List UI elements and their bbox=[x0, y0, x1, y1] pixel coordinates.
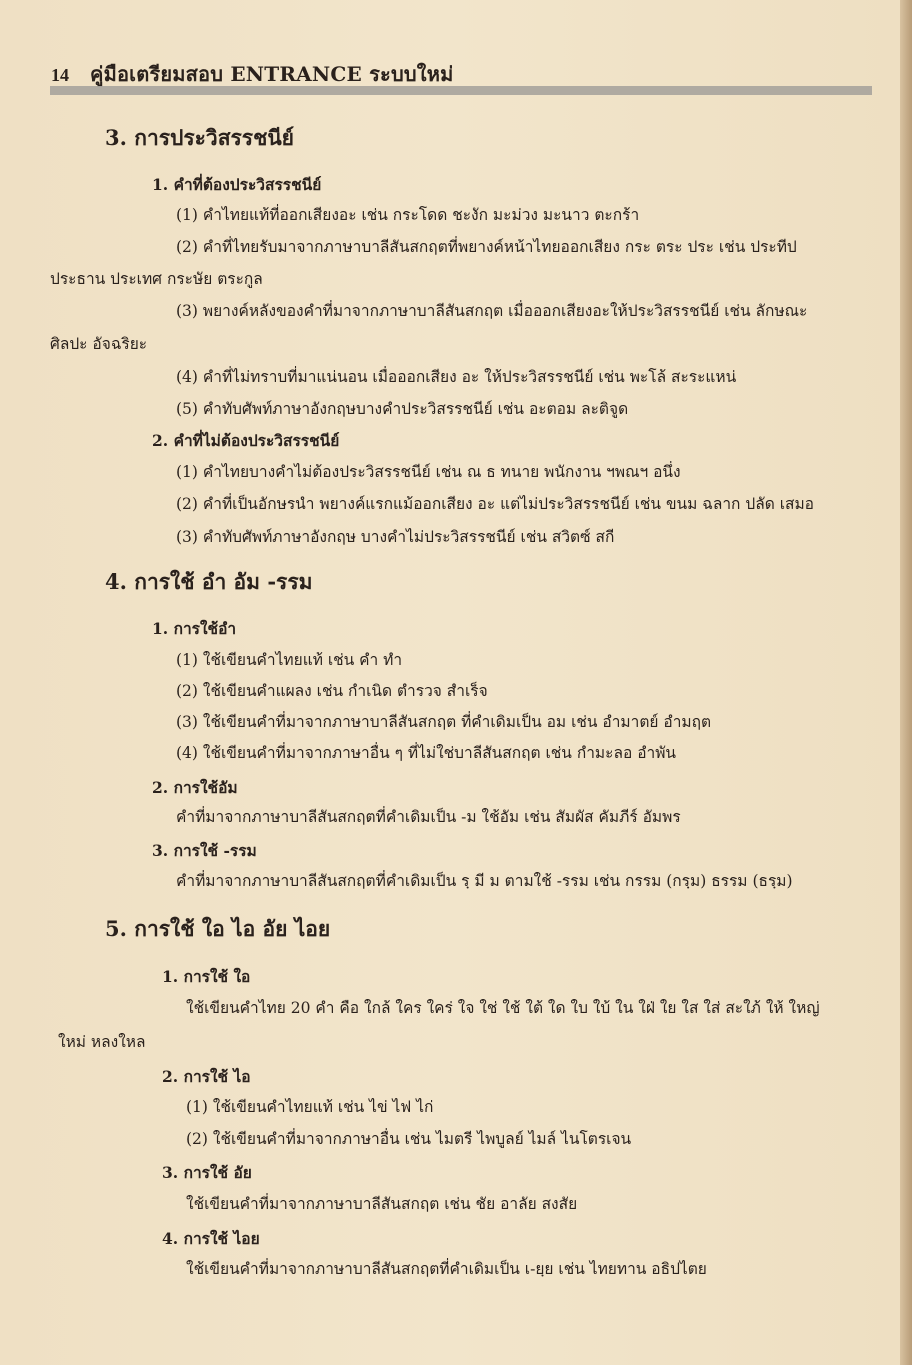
paragraph: ใช้เขียนคำที่มาจากภาษาบาลีสันสกฤต เช่น ชัย อาลัย สงสัย bbox=[186, 1195, 578, 1213]
section-3-heading: 3. การประวิสรรชนีย์ bbox=[105, 125, 294, 150]
list-item: (3) ใช้เขียนคำที่มาจากภาษาบาลีสันสกฤต ที่คำเดิมเป็น อม เช่น อำมาตย์ อำมฤต bbox=[176, 713, 712, 731]
list-item: (3) คำทับศัพท์ภาษาอังกฤษ บางคำไม่ประวิสรรชนีย์ เช่น สวิตซ์ สกี bbox=[176, 528, 615, 546]
list-item-continued: ประธาน ประเทศ กระษัย ตระกูล bbox=[50, 270, 263, 288]
subsection-heading: 3. การใช้ อัย bbox=[162, 1163, 252, 1182]
paragraph: คำที่มาจากภาษาบาลีสันสกฤตที่คำเดิมเป็น รฺ มี ม ตามใช้ -รรม เช่น กรรม (กรฺม) ธรรม (ธรฺม) bbox=[176, 872, 793, 890]
subsection-heading: 1. คำที่ต้องประวิสรรชนีย์ bbox=[152, 175, 322, 194]
list-item: (3) พยางค์หลังของคำที่มาจากภาษาบาลีสันสกฤต เมื่อออกเสียงอะให้ประวิสรรชนีย์ เช่น ลักษณะ bbox=[176, 302, 808, 320]
section-5-heading: 5. การใช้ ใอ ไอ อัย ไอย bbox=[105, 916, 331, 941]
list-item: (1) คำไทยแท้ที่ออกเสียงอะ เช่น กระโดด ชะงัก มะม่วง มะนาว ตะกร้า bbox=[176, 206, 640, 224]
page-number: 14 bbox=[51, 65, 69, 85]
subsection-heading: 4. การใช้ ไอย bbox=[162, 1229, 260, 1248]
running-header bbox=[30, 58, 453, 88]
subsection-heading: 1. การใช้อำ bbox=[152, 619, 237, 638]
paragraph: คำที่มาจากภาษาบาลีสันสกฤตที่คำเดิมเป็น -ม ใช้อัม เช่น สัมผัส คัมภีร์ อัมพร bbox=[176, 808, 681, 826]
list-item: (4) ใช้เขียนคำที่มาจากภาษาอื่น ๆ ที่ไม่ใช่บาลีสันสกฤต เช่น กำมะลอ อำพัน bbox=[176, 744, 677, 762]
subsection-heading: 2. การใช้ ไอ bbox=[162, 1067, 251, 1086]
list-item: (2) ใช้เขียนคำที่มาจากภาษาอื่น เช่น ไมตรี ไพบูลย์ ไมล์ ไนโตรเจน bbox=[186, 1130, 632, 1148]
list-item: (4) คำที่ไม่ทราบที่มาแน่นอน เมื่อออกเสียง อะ ให้ประวิสรรชนีย์ เช่น พะโล้ สะระแหน่ bbox=[176, 368, 737, 386]
list-item: (5) คำทับศัพท์ภาษาอังกฤษบางคำประวิสรรชนีย์ เช่น อะตอม ละติจูด bbox=[176, 400, 629, 418]
subsection-heading: 3. การใช้ -รรม bbox=[152, 841, 257, 860]
paragraph-continued: ใหม่ หลงใหล bbox=[58, 1033, 146, 1051]
page-edge bbox=[900, 0, 912, 1365]
list-item: (1) ใช้เขียนคำไทยแท้ เช่น ไข่ ไฟ ไก่ bbox=[186, 1098, 434, 1116]
paragraph: ใช้เขียนคำที่มาจากภาษาบาลีสันสกฤตที่คำเดิมเป็น เ-ยฺย เช่น ไทยทาน อธิปไตย bbox=[186, 1260, 707, 1278]
list-item-continued: ศิลปะ อัจฉริยะ bbox=[50, 335, 148, 353]
header-rule bbox=[50, 86, 872, 95]
paragraph: ใช้เขียนคำไทย 20 คำ คือ ใกล้ ใคร ใคร่ ใจ ใช่ ใช้ ใต้ ใด ใบ ใบ้ ใน ใฝ่ ใย ใส ใส่ สะใภ้ ให้ ใหญ่ bbox=[186, 999, 820, 1017]
list-item: (2) คำที่ไทยรับมาจากภาษาบาลีสันสกฤตที่พยางค์หน้าไทยออกเสียง กระ ตระ ประ เช่น ประทีป bbox=[176, 238, 797, 256]
subsection-heading: 2. คำที่ไม่ต้องประวิสรรชนีย์ bbox=[152, 431, 340, 450]
list-item: (2) คำที่เป็นอักษรนำ พยางค์แรกแม้ออกเสียง อะ แต่ไม่ประวิสรรชนีย์ เช่น ขนม ฉลาก ปลัด เสมอ bbox=[176, 495, 814, 513]
list-item: (1) คำไทยบางคำไม่ต้องประวิสรรชนีย์ เช่น ณ ธ ทนาย พนักงาน ฯพณฯ อนึ่ง bbox=[176, 463, 681, 481]
subsection-heading: 2. การใช้อัม bbox=[152, 778, 238, 797]
list-item: (1) ใช้เขียนคำไทยแท้ เช่น คำ ทำ bbox=[176, 651, 403, 669]
running-title: คู่มือเตรียมสอบ ENTRANCE ระบบใหม่ bbox=[90, 62, 454, 86]
subsection-heading: 1. การใช้ ใอ bbox=[162, 967, 251, 986]
section-4-heading: 4. การใช้ อำ อัม -รรม bbox=[105, 569, 313, 594]
list-item: (2) ใช้เขียนคำแผลง เช่น กำเนิด ตำรวจ สำเร็จ bbox=[176, 682, 488, 700]
